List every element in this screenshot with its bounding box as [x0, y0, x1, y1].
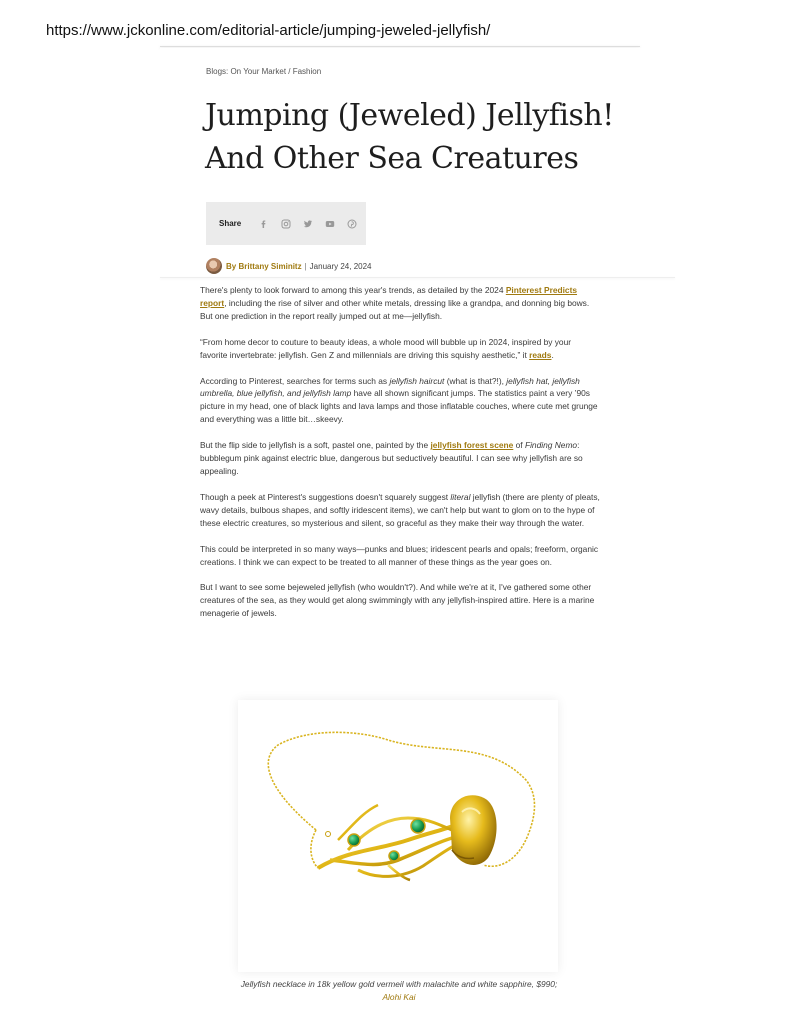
header-divider	[160, 277, 675, 278]
avatar[interactable]	[206, 258, 222, 274]
twitter-icon[interactable]	[297, 219, 319, 229]
paragraph: According to Pinterest, searches for terms such as jellyfish haircut (what is that?!), jellyfish hat, jellyfish umbrella, blue jellyfish, and jellyfish lamp have all shown significant jumps. The statistics paint a very ’90s picture in my head, one of black lights and lava lamps and those inflatable couches, where cute met grunge and everything was a little bit…skeevy.	[200, 375, 598, 425]
top-divider	[160, 46, 640, 47]
facebook-icon[interactable]	[253, 219, 275, 229]
page-title: Jumping (Jeweled) Jellyfish! And Other Sea Creatures	[205, 98, 614, 176]
breadcrumb[interactable]: Blogs: On Your Market / Fashion	[206, 67, 322, 76]
publish-date: January 24, 2024	[309, 261, 372, 271]
youtube-icon[interactable]	[319, 219, 341, 229]
page-url: https://www.jckonline.com/editorial-article/jumping-jeweled-jellyfish/	[46, 22, 491, 39]
paragraph: This could be interpreted in so many ways—punks and blues; iridescent pearls and opals; freeform, organic creations. I think we can expect to be treated to all manner of these things as the year goes on.	[200, 543, 599, 567]
jellyfish-forest-link[interactable]: jellyfish forest scene	[430, 440, 514, 451]
article-body	[200, 284, 600, 633]
reads-link[interactable]: reads	[529, 349, 552, 360]
paragraph: “From home decor to couture to beauty ideas, a whole mood will bubble up in 2024, inspired by your favorite invertebrate: jellyfish. Gen Z and millennials are driving this squishy aesthetic,” it reads.	[200, 336, 572, 360]
figure-caption: Jellyfish necklace in 18k yellow gold vermeil with malachite and white sapphire, $990; Alohi Kai	[240, 979, 558, 1002]
paragraph: But I want to see some bejeweled jellyfish (who wouldn't?). And while we're at it, I've gathered some other creatures of the sea, as they would get along swimmingly with any jellyfish-inspired attire. Here is a marine menagerie of jewels.	[200, 582, 595, 619]
share-bar	[206, 202, 366, 245]
paragraph: But the flip side to jellyfish is a soft, pastel one, painted by the jellyfish forest scene of Finding Nemo: bubblegum pink against electric blue, dangerous but seductively beautiful. I can see why jellyfish are so appealing.	[200, 440, 583, 476]
share-label: Share	[219, 219, 242, 228]
alohi-kai-link[interactable]: Alohi Kai	[382, 992, 416, 1002]
paragraph: Though a peek at Pinterest's suggestions doesn't squarely suggest literal jellyfish (there are plenty of pleats, wavy details, bulbous shapes, and softly iridescent items), we can't help but want to glom on to the hype of these electric creatures, so mysterious and silent, so graceful as they make their way through the water.	[200, 491, 600, 528]
instagram-icon[interactable]	[275, 219, 297, 229]
author-link[interactable]: By Brittany Siminitz	[226, 261, 302, 271]
byline	[206, 258, 372, 274]
byline-separator: |	[304, 261, 307, 271]
paragraph: There's plenty to look forward to among this year's trends, as detailed by the 2024 Pinterest Predicts report, including the rise of silver and other white metals, dressing like a grandpa, and donning big bows. But one prediction in the report really jumped out at me—jellyfish.	[200, 285, 590, 321]
pinterest-predicts-link[interactable]: Pinterest Predicts report	[200, 285, 578, 308]
pinterest-icon[interactable]	[341, 219, 363, 229]
jellyfish-necklace-image	[238, 700, 558, 972]
